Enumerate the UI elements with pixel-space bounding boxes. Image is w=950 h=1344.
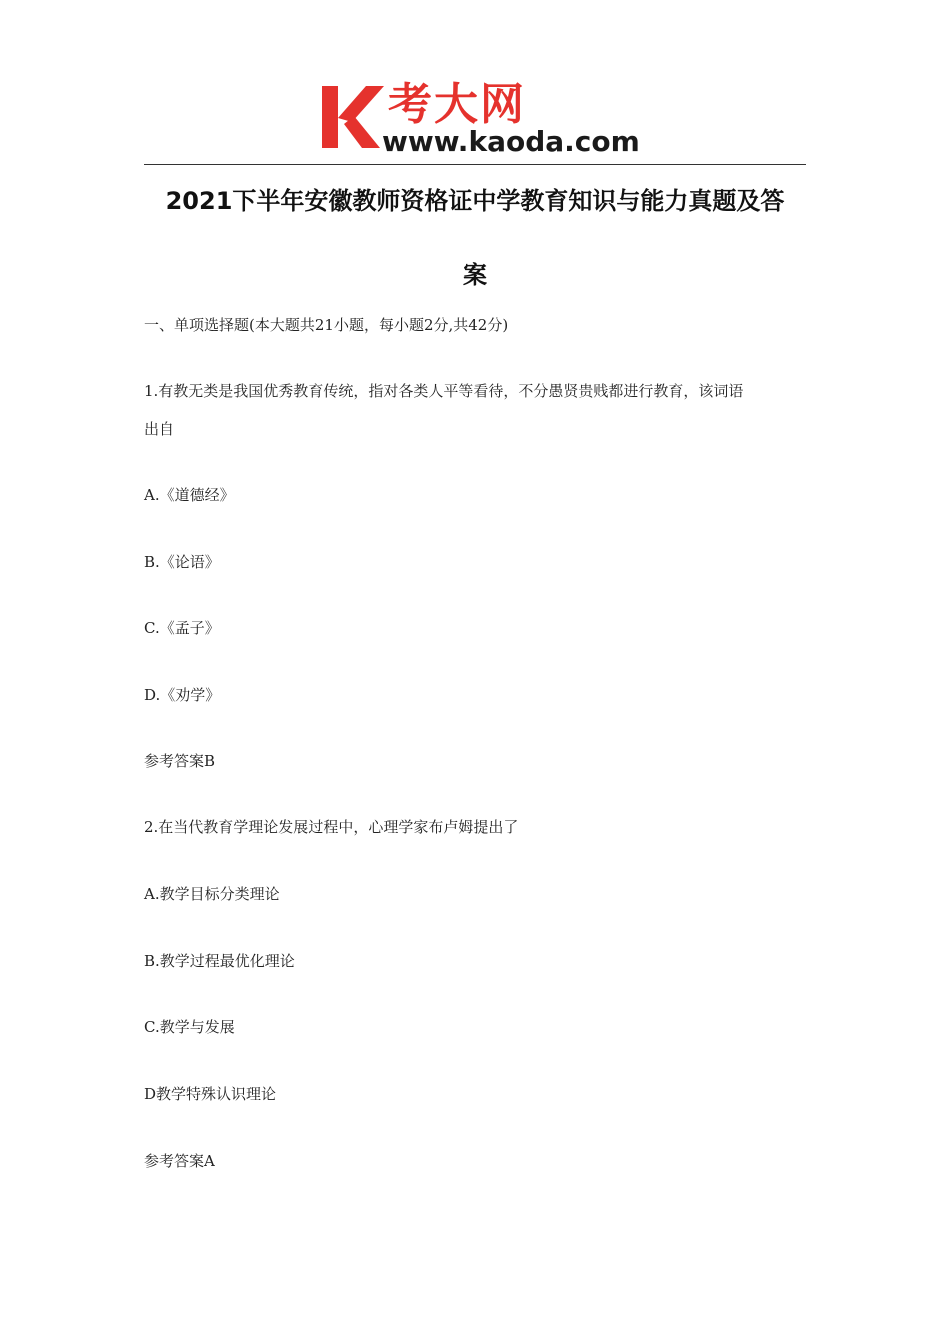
header-divider [144, 164, 806, 165]
question-2-option-d: D教学特殊认识理论 [144, 1085, 277, 1103]
question-1-answer: 参考答案B [144, 752, 216, 770]
k-logo-icon [318, 82, 388, 152]
question-2-answer: 参考答案A [144, 1152, 215, 1170]
logo-brand-name: 考大网 [388, 79, 526, 130]
question-1-stem: 1.有教无类是我国优秀教育传统，指对各类人平等看待，不分愚贤贵贱都进行教育，该词语 [144, 382, 744, 400]
question-1-option-a: A.《道德经》 [144, 486, 235, 504]
question-1-stem-cont: 出自 [144, 420, 175, 438]
document-title-line1: 2021下半年安徽教师资格证中学教育知识与能力真题及答 [165, 187, 785, 215]
question-2-option-c: C.教学与发展 [144, 1018, 235, 1036]
section-heading: 一、单项选择题(本大题共21小题，每小题2分,共42分) [144, 316, 509, 334]
question-2-option-b: B.教学过程最优化理论 [144, 952, 295, 970]
logo-url: www.kaoda.com [382, 125, 640, 158]
question-2-stem: 2.在当代教育学理论发展过程中，心理学家布卢姆提出了 [144, 818, 519, 836]
question-2-option-a: A.教学目标分类理论 [144, 885, 280, 903]
kaoda-logo [318, 80, 638, 160]
question-1-option-b: B.《论语》 [144, 553, 220, 571]
question-1-option-c: C.《孟子》 [144, 619, 220, 637]
question-1-option-d: D.《劝学》 [144, 686, 221, 704]
document-title-line2: 案 [463, 261, 487, 289]
